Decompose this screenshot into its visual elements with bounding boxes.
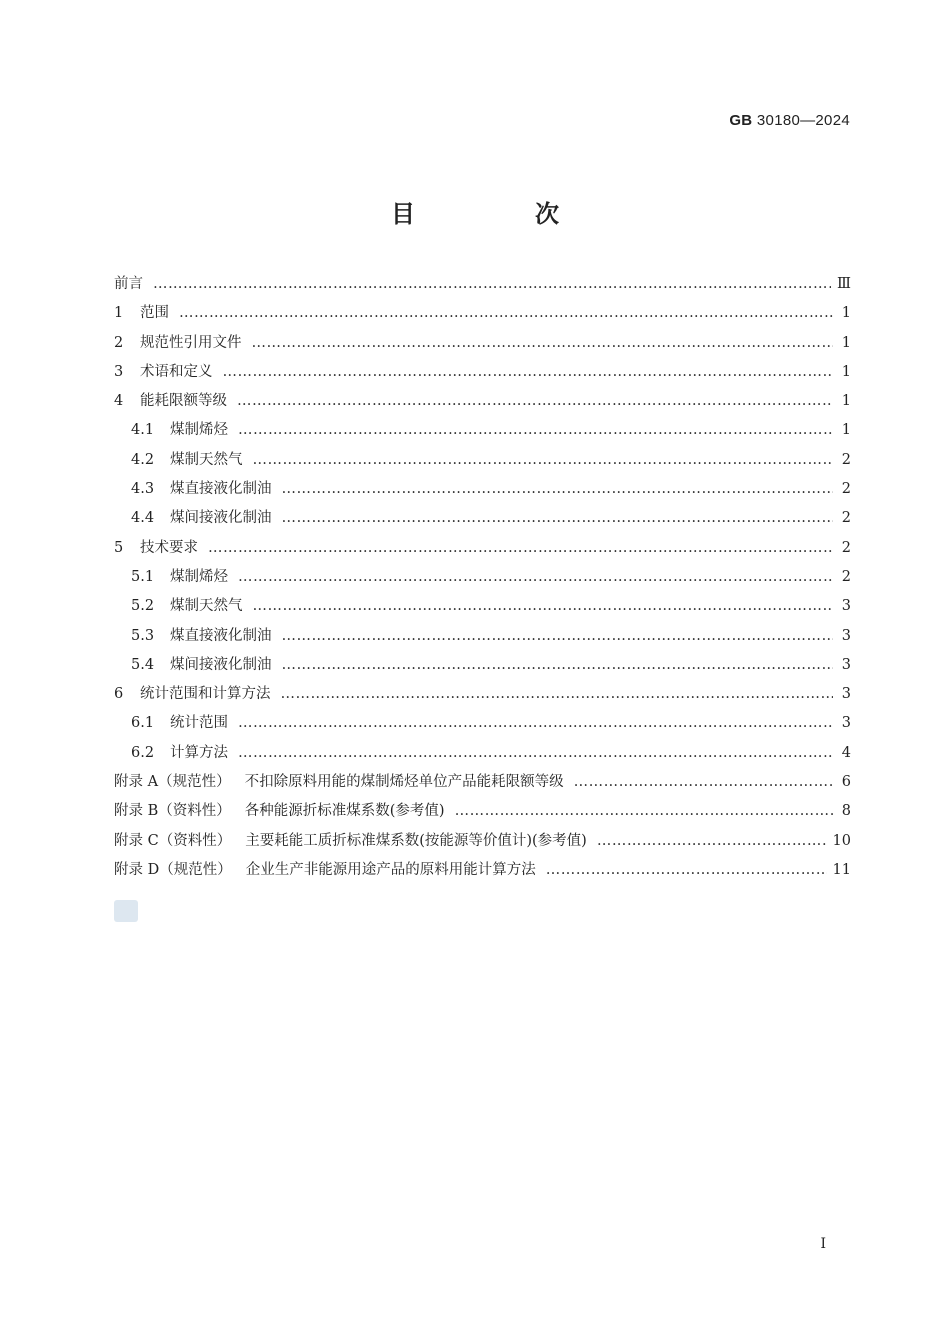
toc-entry-number: 附录 C（资料性） — [114, 832, 232, 849]
toc-entry[interactable] — [114, 739, 851, 768]
toc-entry-number: 2 — [114, 334, 124, 351]
toc-entry-title: 煤间接液化制油 — [170, 656, 272, 673]
toc-entry-number: 附录 A（规范性） — [114, 774, 231, 791]
standard-number — [729, 112, 850, 129]
toc-entry-title: 煤直接液化制油 — [170, 481, 272, 498]
toc-entry-number: 5.1 — [131, 568, 155, 585]
toc-page-number: Ⅲ — [837, 276, 851, 292]
toc-entry[interactable] — [114, 563, 851, 592]
toc-page-number: 2 — [841, 510, 851, 527]
toc-entry-label — [131, 504, 272, 533]
toc-entry-number: 5 — [114, 539, 124, 556]
toc-page-number: 4 — [841, 744, 851, 761]
toc-page-number: 2 — [841, 481, 851, 498]
toc-dot-leader — [282, 475, 834, 504]
toc-dot-leader — [574, 768, 833, 797]
toc-entry-label — [131, 446, 243, 475]
toc-entry-label — [131, 622, 272, 651]
toc-entry-label — [114, 270, 143, 299]
toc-entry-label — [114, 797, 445, 826]
toc-entry[interactable] — [114, 475, 851, 504]
toc-entry-label — [114, 534, 198, 563]
toc-entry[interactable] — [114, 827, 851, 856]
toc-page-number: 8 — [841, 803, 851, 820]
page-title: 目 次 — [391, 200, 607, 228]
toc-entry-label — [131, 416, 228, 445]
toc-entry-number: 4.4 — [131, 510, 155, 527]
toc-entry-label — [114, 856, 536, 885]
toc-dot-leader — [455, 797, 833, 826]
toc-entry-number: 4.3 — [131, 481, 155, 498]
toc-page-number: 2 — [841, 568, 851, 585]
toc-entry-number: 附录 B（资料性） — [114, 803, 231, 820]
toc-entry-label — [114, 387, 227, 416]
toc-entry-title: 煤直接液化制油 — [170, 627, 272, 644]
toc-entry-title: 能耗限额等级 — [140, 393, 227, 410]
toc-page-number: 1 — [841, 422, 851, 439]
toc-page-number: 1 — [841, 305, 851, 322]
toc-entry-number: 6.1 — [131, 715, 155, 732]
toc-entry-title: 主要耗能工质折标准煤系数(按能源等价值计)(参考值) — [245, 832, 587, 849]
toc-entry-title: 统计范围 — [170, 715, 228, 732]
toc-dot-leader — [238, 709, 833, 738]
toc-entry[interactable] — [114, 680, 851, 709]
toc-entry-label — [114, 768, 564, 797]
toc-dot-leader — [281, 680, 834, 709]
toc-entry-number: 5.4 — [131, 656, 155, 673]
toc-dot-leader — [238, 416, 833, 445]
toc-entry-label — [131, 475, 272, 504]
toc-entry-number: 3 — [114, 363, 124, 380]
toc-entry[interactable] — [114, 797, 851, 826]
toc-dot-leader — [252, 329, 834, 358]
toc-dot-leader — [253, 446, 834, 475]
toc-entry-label — [131, 709, 228, 738]
toc-dot-leader — [238, 739, 833, 768]
toc-dot-leader — [153, 270, 831, 299]
toc-entry-title: 技术要求 — [140, 539, 198, 556]
toc-page-number: 3 — [841, 598, 851, 615]
toc-dot-leader — [238, 563, 833, 592]
toc-entry-number: 1 — [114, 305, 124, 322]
toc-entry-title: 煤制烯烃 — [170, 422, 228, 439]
toc-entry-number: 4.1 — [131, 422, 155, 439]
watermark-logo — [114, 900, 138, 922]
toc-entry-title: 规范性引用文件 — [140, 334, 242, 351]
toc-dot-leader — [237, 387, 833, 416]
toc-entry[interactable] — [114, 534, 851, 563]
toc-entry[interactable] — [114, 651, 851, 680]
standard-code: 30180—2024 — [756, 112, 850, 129]
toc-dot-leader — [208, 534, 833, 563]
toc-entry-label — [131, 651, 272, 680]
toc-entry[interactable] — [114, 416, 851, 445]
toc-page-number: 3 — [841, 627, 851, 644]
toc-entry-title: 煤间接液化制油 — [170, 510, 272, 527]
toc-entry-number: 6 — [114, 686, 124, 703]
toc-entry-title: 前言 — [114, 276, 143, 292]
toc-entry-label — [114, 299, 169, 328]
toc-page-number: 1 — [841, 393, 851, 410]
toc-page-number: 6 — [841, 774, 851, 791]
toc-dot-leader — [282, 622, 834, 651]
toc-page-number: 2 — [841, 451, 851, 468]
toc-page-number: 3 — [841, 715, 851, 732]
toc-entry-label — [131, 563, 228, 592]
toc-entry-title: 计算方法 — [170, 744, 228, 761]
toc-entry-number: 6.2 — [131, 744, 155, 761]
toc-entry-number: 附录 D（规范性） — [114, 861, 232, 878]
toc-entry-title: 不扣除原料用能的煤制烯烃单位产品能耗限额等级 — [244, 774, 564, 791]
toc-entry-title: 煤制天然气 — [170, 451, 243, 468]
toc-dot-leader — [546, 856, 827, 885]
toc-entry-title: 术语和定义 — [140, 363, 213, 380]
toc-entry-title: 企业生产非能源用途产品的原料用能计算方法 — [245, 861, 536, 878]
toc-page-number: 3 — [841, 656, 851, 673]
toc-entry-number: 4.2 — [131, 451, 155, 468]
toc-entry-number: 5.2 — [131, 598, 155, 615]
toc-dot-leader — [282, 504, 834, 533]
toc-entry-number: 5.3 — [131, 627, 155, 644]
toc-entry[interactable] — [114, 856, 851, 885]
toc-entry-label — [114, 827, 587, 856]
toc-entry[interactable] — [114, 270, 851, 299]
page-number: Ⅰ — [820, 1236, 826, 1252]
toc-entry[interactable] — [114, 358, 851, 387]
toc-entry-title: 煤制烯烃 — [170, 568, 228, 585]
toc-dot-leader — [223, 358, 834, 387]
toc-entry-number: 4 — [114, 393, 124, 410]
toc-entry[interactable] — [114, 592, 851, 621]
toc-entry[interactable] — [114, 622, 851, 651]
toc-page-number: 10 — [832, 832, 851, 849]
toc-entry-title: 范围 — [140, 305, 169, 322]
toc-entry-label — [114, 358, 213, 387]
toc-entry[interactable] — [114, 768, 851, 797]
toc-entry[interactable] — [114, 329, 851, 358]
toc-page-number: 3 — [841, 686, 851, 703]
toc-entry-label — [131, 739, 228, 768]
toc-entry-label — [131, 592, 243, 621]
toc-dot-leader — [282, 651, 834, 680]
toc-page-number: 11 — [832, 861, 851, 878]
toc-entry-title: 统计范围和计算方法 — [140, 686, 271, 703]
toc-entry-title: 煤制天然气 — [170, 598, 243, 615]
toc-entry[interactable] — [114, 446, 851, 475]
toc-entry[interactable] — [114, 299, 851, 328]
toc-dot-leader — [179, 299, 833, 328]
toc-page-number: 1 — [841, 363, 851, 380]
toc-dot-leader — [597, 827, 827, 856]
toc-entry-title: 各种能源折标准煤系数(参考值) — [244, 803, 445, 820]
toc-entry-label — [114, 329, 242, 358]
toc-dot-leader — [253, 592, 834, 621]
toc-entry[interactable] — [114, 709, 851, 738]
toc-page-number: 2 — [841, 539, 851, 556]
toc-entry[interactable] — [114, 504, 851, 533]
toc-page-number: 1 — [841, 334, 851, 351]
toc-entry[interactable] — [114, 387, 851, 416]
standard-prefix: GB — [729, 112, 753, 129]
table-of-contents — [114, 270, 851, 885]
toc-entry-label — [114, 680, 271, 709]
